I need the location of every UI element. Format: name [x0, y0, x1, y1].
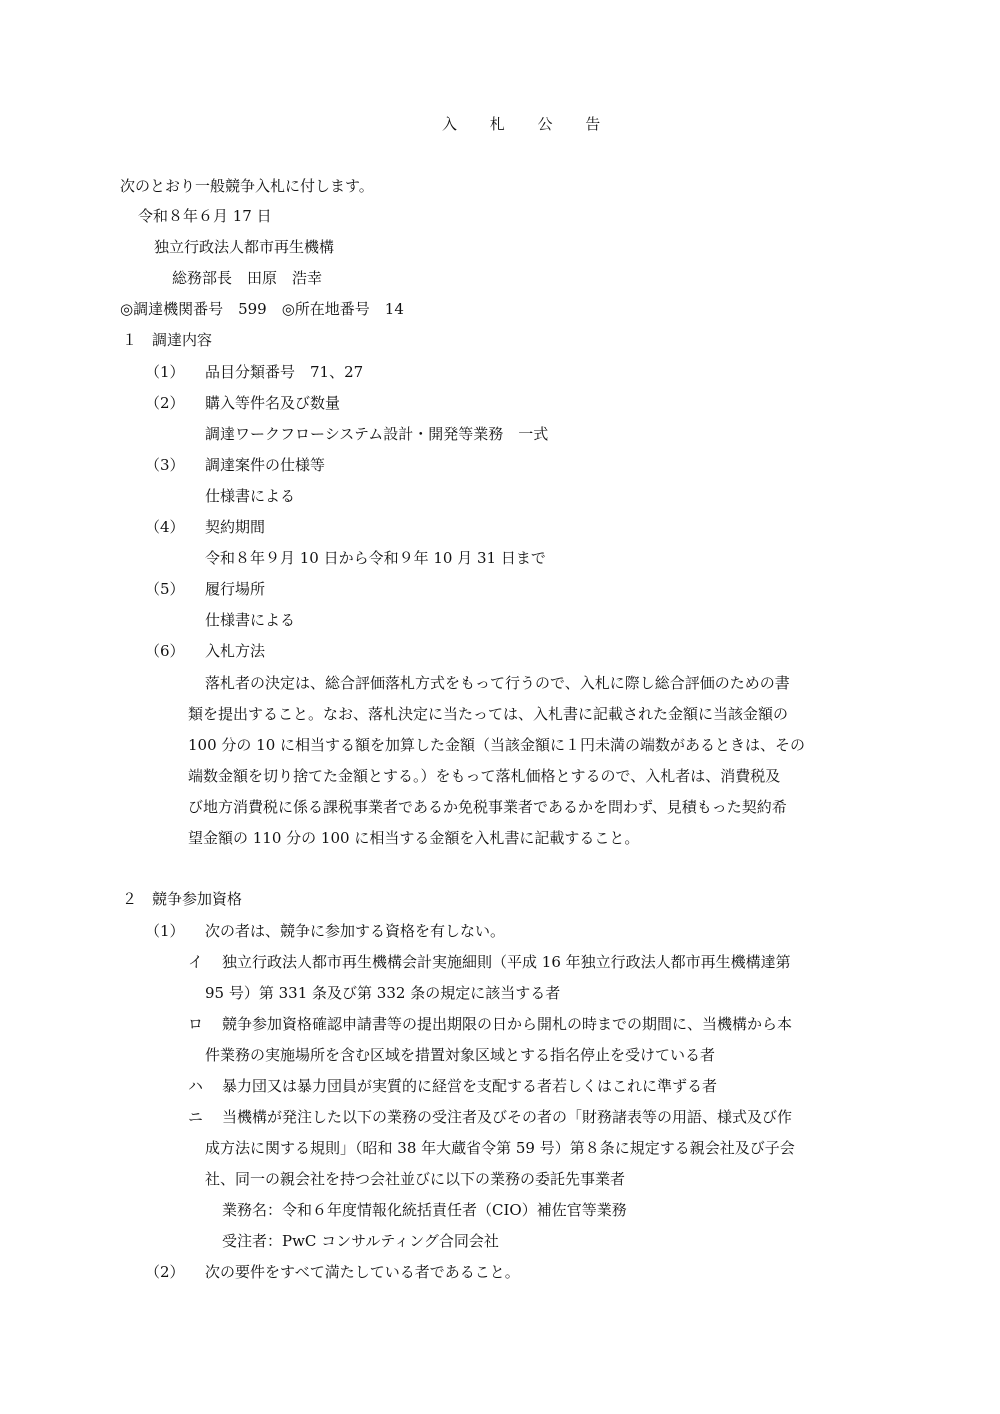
subitem-mark: ロ: [188, 1015, 204, 1033]
contractor-line: 受注者：PwC コンサルティング合同会社: [222, 1232, 499, 1250]
subitem-line: 独立行政法人都市再生機構会計実施細則（平成 16 年独立行政法人都市再生機構達第: [222, 953, 791, 971]
item-number: （1）: [145, 363, 185, 381]
item-label: 契約期間: [205, 518, 266, 536]
section-1-heading: １ 調達内容: [122, 331, 213, 349]
organization-name: 独立行政法人都市再生機構: [154, 238, 335, 256]
paragraph-line: 類を提出すること。なお、落札決定に当たっては、入札書に記載された金額に当該金額の: [188, 705, 789, 723]
item-number: （5）: [145, 580, 185, 598]
task-name-line: 業務名：令和６年度情報化統括責任者（CIO）補佐官等業務: [222, 1201, 627, 1219]
item-detail: 令和８年９月 10 日から令和９年 10 月 31 日まで: [205, 549, 546, 567]
item-label: 次の要件をすべて満たしている者であること。: [205, 1263, 520, 1281]
item-label: 次の者は、競争に参加する資格を有しない。: [205, 922, 506, 940]
paragraph-line: び地方消費税に係る課税事業者であるか免税事業者であるかを問わず、見積もった契約希: [188, 798, 787, 816]
subitem-mark: ニ: [188, 1108, 204, 1126]
intro-text: 次のとおり一般競争入札に付します。: [120, 177, 374, 195]
subitem-mark: イ: [188, 953, 204, 971]
page-title: 入 札 公 告: [442, 115, 615, 133]
item-detail: 仕様書による: [205, 487, 296, 505]
item-label: 購入等件名及び数量: [205, 394, 341, 412]
subitem-line: 暴力団又は暴力団員が実質的に経営を支配する者若しくはこれに準ずる者: [222, 1077, 718, 1095]
item-number: （2）: [145, 1263, 185, 1281]
subitem-line: 当機構が発注した以下の業務の受注者及びその者の「財務諸表等の用語、様式及び作: [222, 1108, 793, 1126]
paragraph-line: 100 分の 10 に相当する額を加算した金額（当該金額に１円未満の端数があるときは、その: [188, 736, 806, 754]
subitem-line: 競争参加資格確認申請書等の提出期限の日から開札の時までの期間に、当機構から本: [222, 1015, 793, 1033]
item-number: （2）: [145, 394, 185, 412]
notice-date: 令和８年６月 17 日: [138, 207, 272, 225]
subitem-line: 成方法に関する規則」（昭和 38 年大蔵省令第 59 号）第８条に規定する親会社及び子会: [205, 1139, 795, 1157]
procurement-codes: ◎調達機関番号 599 ◎所在地番号 14: [120, 300, 404, 318]
item-number: （6）: [145, 642, 185, 660]
item-label: 品目分類番号 71、27: [205, 363, 364, 381]
item-label: 入札方法: [205, 642, 266, 660]
subitem-line: 社、同一の親会社を持つ会社並びに以下の業務の委託先事業者: [205, 1170, 626, 1188]
item-detail: 仕様書による: [205, 611, 296, 629]
subitem-line: 件業務の実施場所を含む区域を措置対象区域とする指名停止を受けている者: [205, 1046, 716, 1064]
paragraph-line: 落札者の決定は、総合評価落札方式をもって行うので、入札に際し総合評価のための書: [205, 674, 790, 692]
subitem-line: 95 号）第 331 条及び第 332 条の規定に該当する者: [205, 984, 561, 1002]
subitem-mark: ハ: [188, 1077, 204, 1095]
paragraph-line: 望金額の 110 分の 100 に相当する金額を入札書に記載すること。: [188, 829, 640, 847]
official-name: 総務部長 田原 浩幸: [172, 269, 323, 287]
item-number: （4）: [145, 518, 185, 536]
item-detail: 調達ワークフローシステム設計・開発等業務 一式: [205, 425, 549, 443]
item-label: 履行場所: [205, 580, 266, 598]
paragraph-line: 端数金額を切り捨てた金額とする。）をもって落札価格とするので、入札者は、消費税及: [188, 767, 781, 785]
item-number: （3）: [145, 456, 185, 474]
section-2-heading: ２ 競争参加資格: [122, 890, 243, 908]
item-label: 調達案件の仕様等: [205, 456, 326, 474]
item-number: （1）: [145, 922, 185, 940]
